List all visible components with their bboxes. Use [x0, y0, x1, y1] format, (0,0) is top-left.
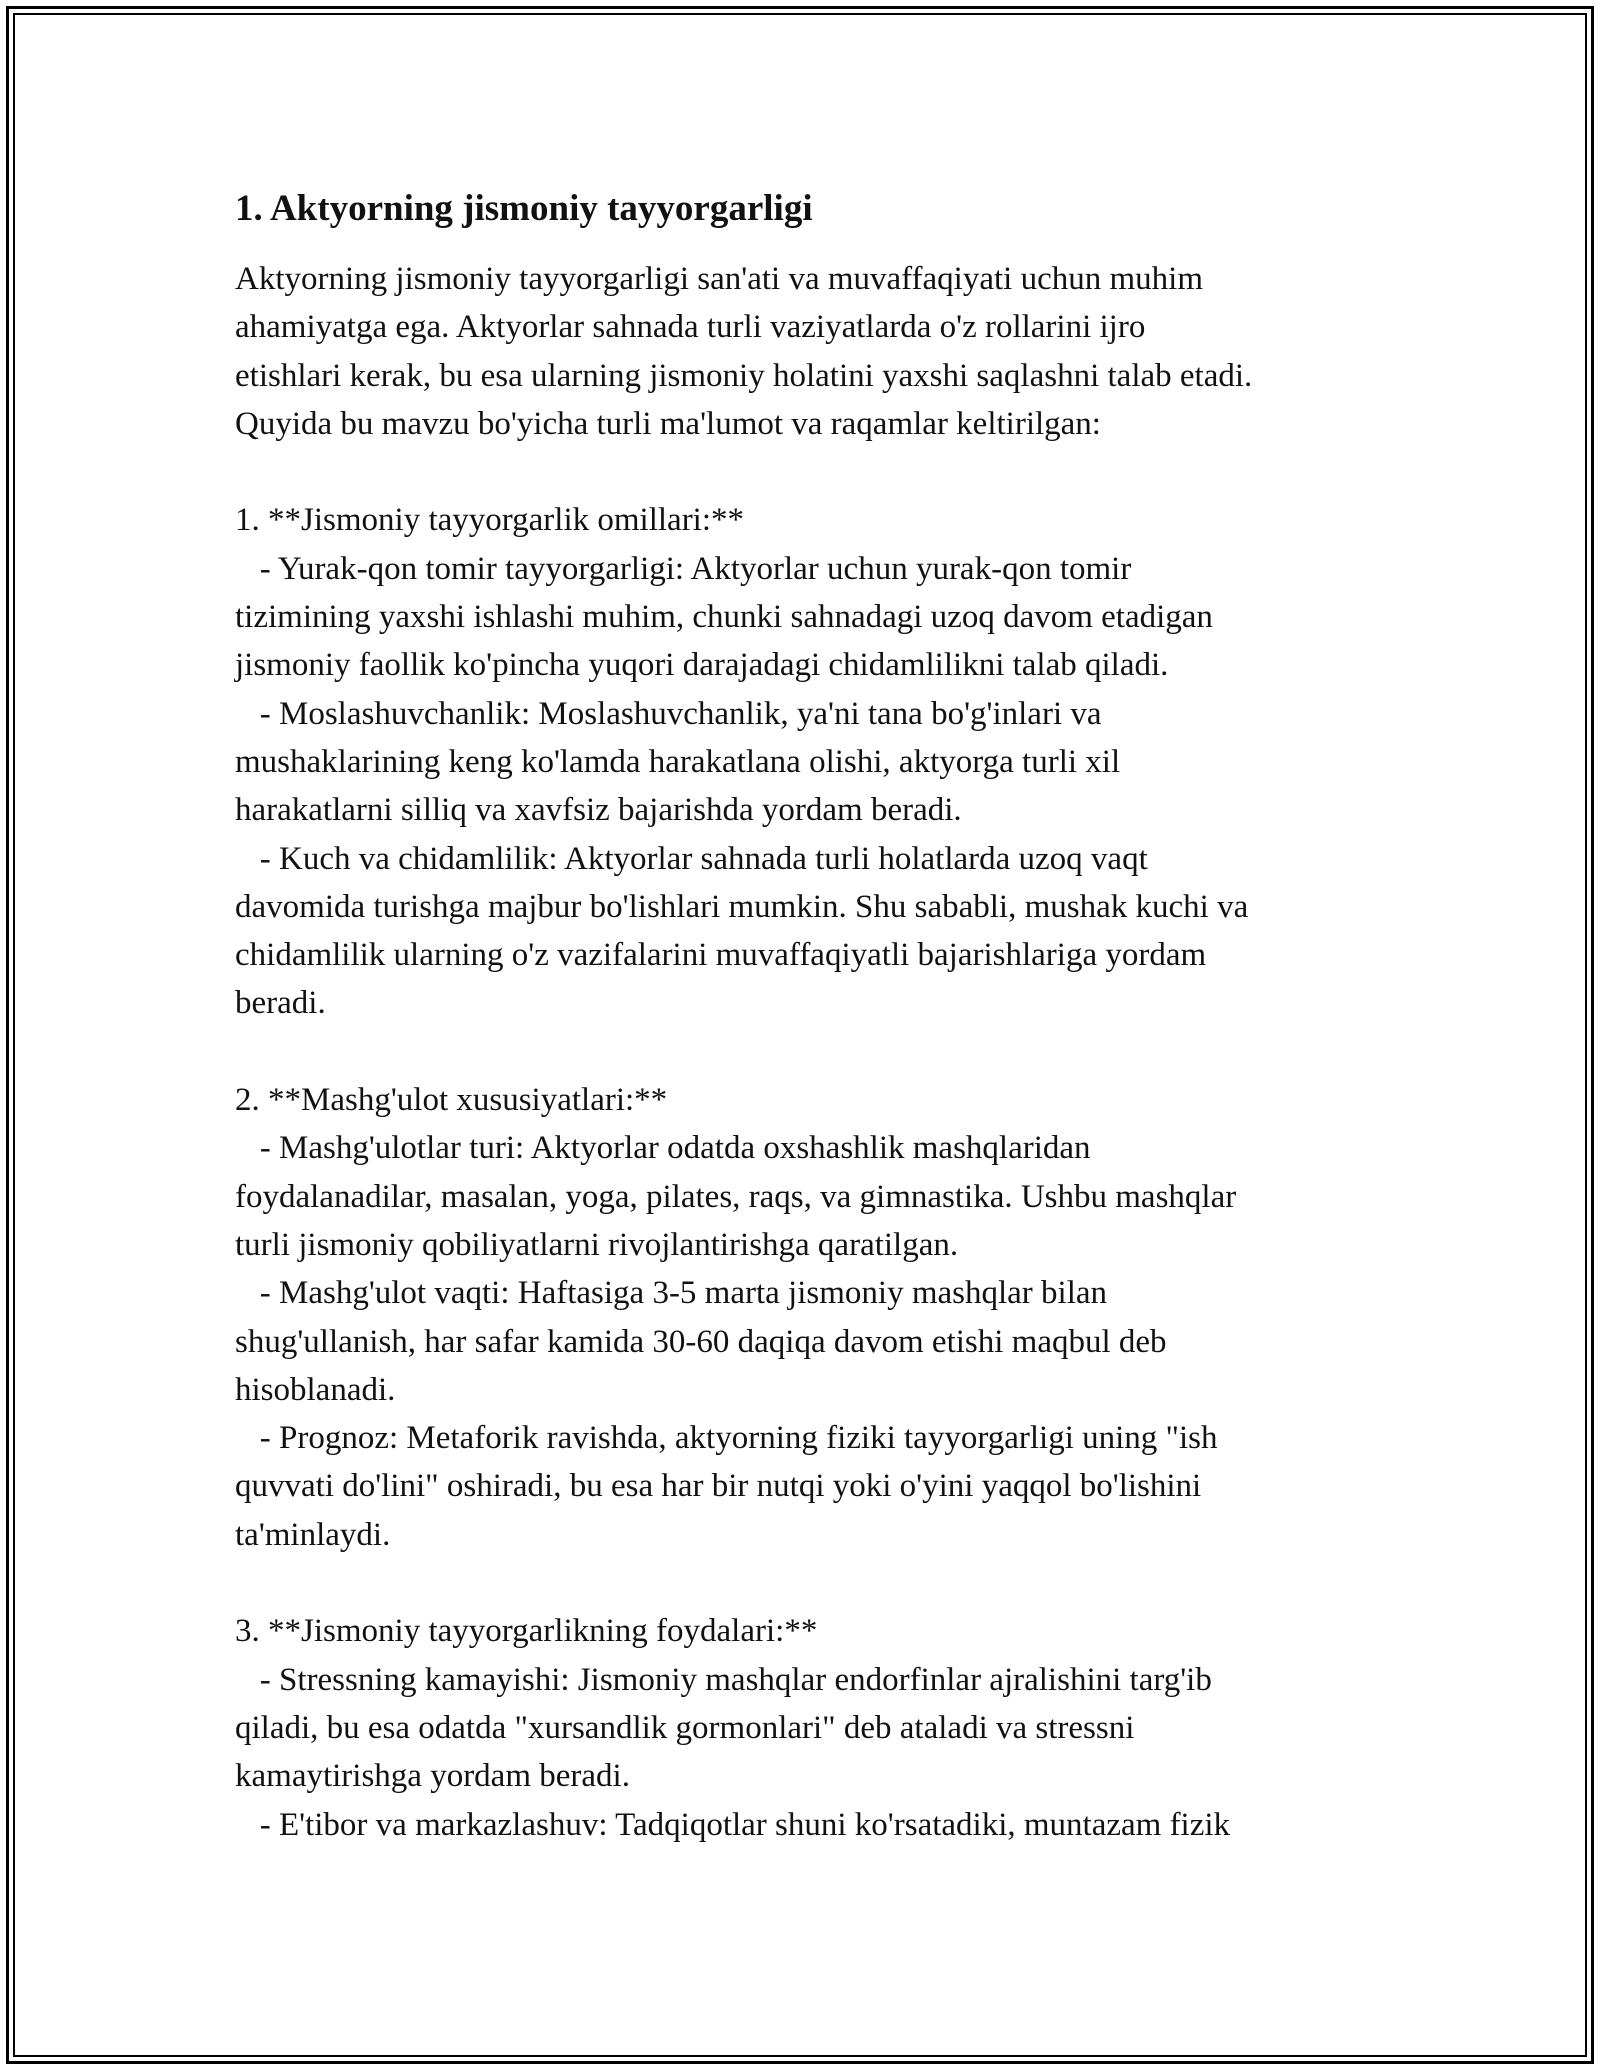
document-body: Aktyorning jismoniy tayyorgarligi san'ati va muvaffaqiyati uchun muhim ahamiyatga ega. Aktyorlar sahnada turli vaziyatlarda o'z rollarini ijro etishlari kerak, bu esa ularning jismoniy holatini yaxshi saqlashni talab etadi. Quyida bu mavzu bo'yicha turli ma'lumot va raqamlar keltirilgan: 1. **Jismoniy tayyorgarlik omillari:** - Yurak-qon tomir tayyorgarligi: Aktyorlar uchun yurak-qon tomir tizimining yaxshi ishlashi muhim, chunki sahnadagi uzoq davom etadigan jismoniy faollik ko'pincha yuqori darajadagi chidamlilikni talab qiladi. - Moslashuvchanlik: Moslashuvchanlik, ya'ni tana bo'g'inlari va mushaklarining keng ko'lamda harakatlana olishi, aktyorga turli xil harakatlarni silliq va xavfsiz bajarishda yordam beradi. - Kuch va chidamlilik: Aktyorlar sahnada turli holatlarda uzoq vaqt davomida turishga majbur bo'lishlari mumkin. Shu sababli, mushak kuchi va chidamlilik ularning o'z vazifalarini muvaffaqiyatli bajarishlariga yordam beradi. 2. **Mashg'ulot xususiyatlari:** - Mashg'ulotlar turi: Aktyorlar odatda oxshashlik mashqlaridan foydalanadilar, masalan, yoga, pilates, raqs, va gimnastika. Ushbu mashqlar turli jismoniy qobiliyatlarni rivojlantirishga qaratilgan. - Mashg'ulot vaqti: Haftasiga 3-5 marta jismoniy mashqlar bilan shug'ullanish, har safar kamida 30-60 daqiqa davom etishi maqbul deb hisoblanadi. - Prognoz: Metaforik ravishda, aktyorning fiziki tayyorgarligi uning "ish quvvati do'lini" oshiradi, bu esa har bir nutqi yoki o'yini yaqqol bo'lishini ta'minlaydi. 3. **Jismoniy tayyorgarlikning foydalari:** - Stressning kamayishi: Jismoniy mashqlar endorfinlar ajralishini targ'ib qiladi, bu esa odatda "xursandlik gormonlari" deb ataladi va stressni kamaytirishga yordam beradi. - E'tibor va markazlashuv: Tadqiqotlar shuni ko'rsatadiki, muntazam fizik: [235, 261, 1253, 1843]
document-content: [235, 185, 1385, 1849]
document-title: 1. Aktyorning jismoniy tayyorgarligi: [235, 188, 813, 229]
